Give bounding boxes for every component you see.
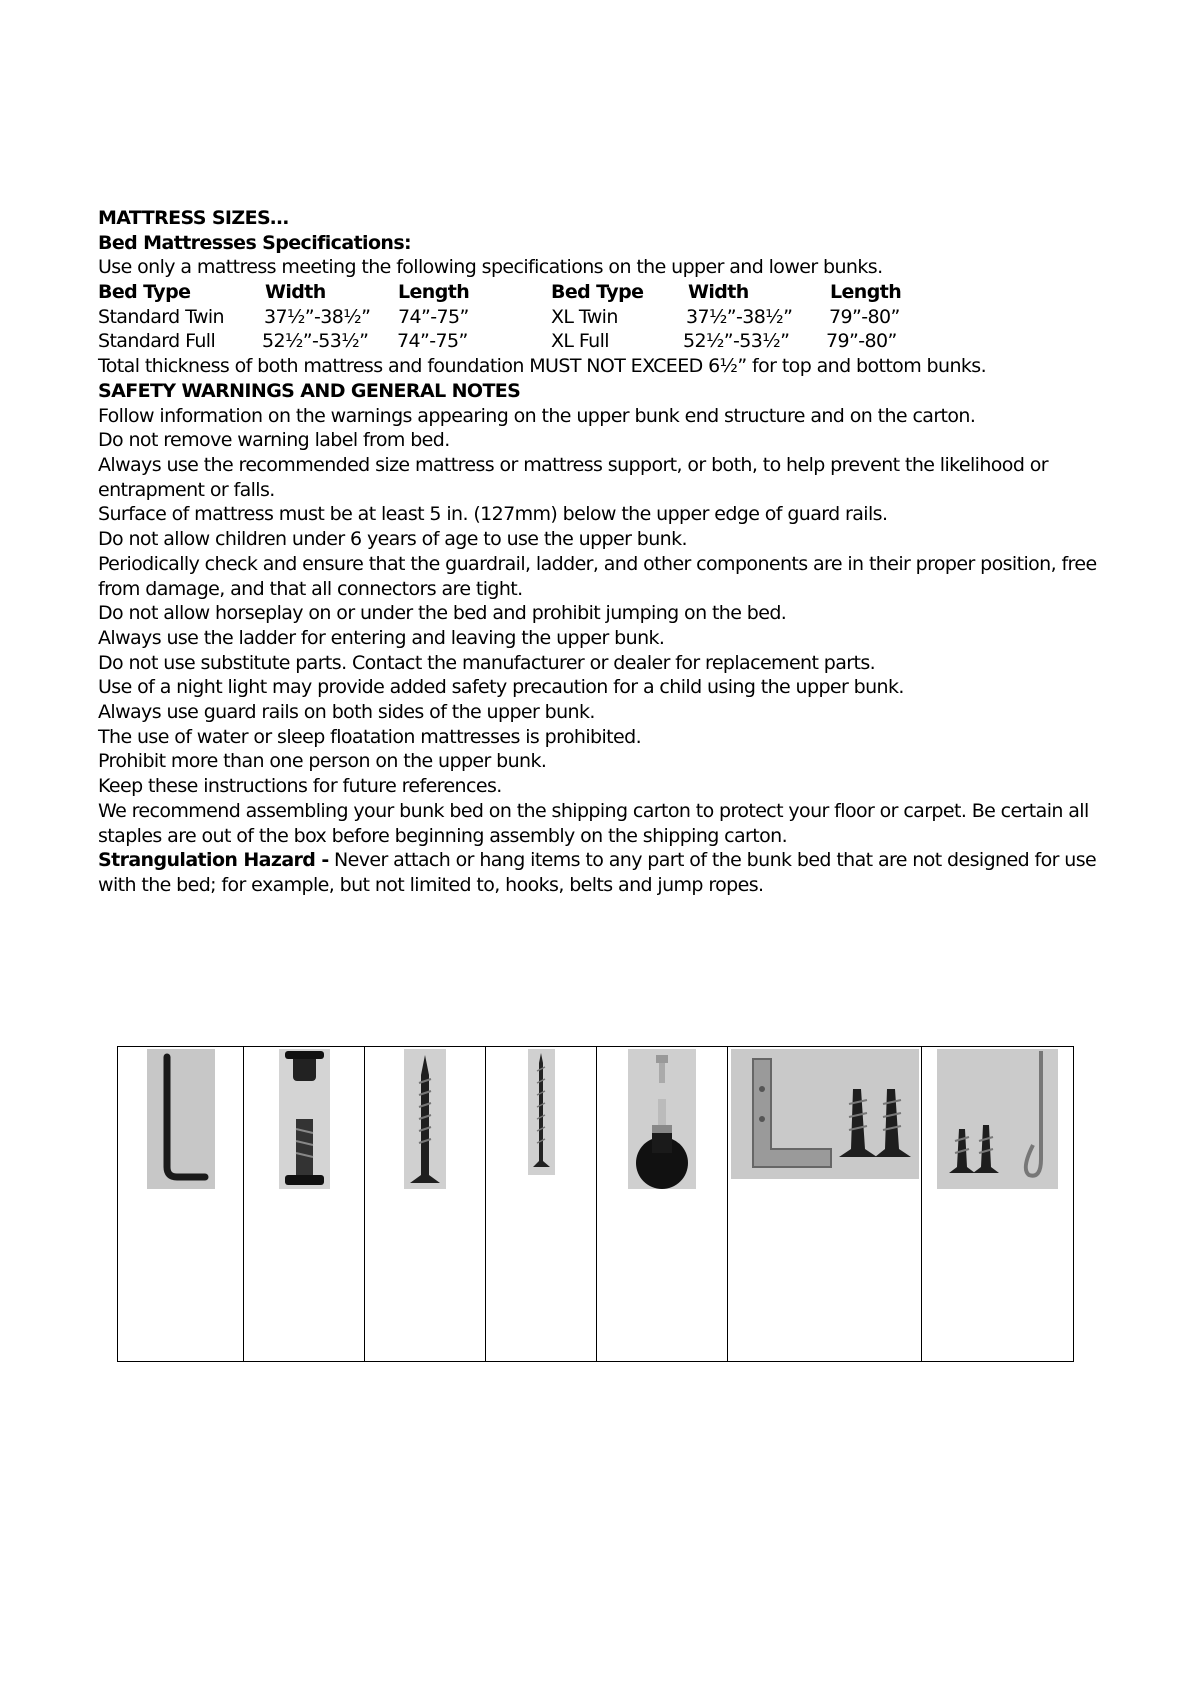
- safety-heading: SAFETY WARNINGS AND GENERAL NOTES: [98, 379, 521, 402]
- instructions-text: [98, 206, 1098, 898]
- strangulation-hazard: [98, 848, 1098, 897]
- mattress-sizes-heading: MATTRESS SIZES…: [98, 207, 289, 229]
- part-cell: [365, 1047, 486, 1361]
- hazard-label: Strangulation Hazard -: [98, 849, 329, 872]
- header-cell: Bed Type: [98, 281, 191, 304]
- table-cell: 79”-80”: [829, 305, 900, 328]
- table-cell: 74”-75”: [398, 305, 469, 328]
- table-cell: 52½”-53½”: [683, 330, 790, 353]
- table-cell: XL Twin: [551, 305, 618, 328]
- caster-wheel-icon: [628, 1049, 696, 1189]
- long-screw-icon: [528, 1049, 555, 1175]
- table-cell: Standard Twin: [98, 305, 224, 328]
- safety-note: Prohibit more than one person on the upper bunk.: [98, 750, 547, 773]
- table-cell: Standard Full: [98, 330, 216, 353]
- allen-key-icon: [147, 1049, 215, 1189]
- header-cell: Width: [265, 281, 326, 304]
- table-cell: 37½”-38½”: [264, 305, 371, 328]
- barrel-nut-bolt-icon: [279, 1049, 330, 1189]
- hazard-text: Never attach or hang items to any part of the bunk bed that are not designed for use with the bed; for example, but not limited to, hooks, belts and jump ropes.: [98, 849, 1097, 896]
- safety-note: Always use the ladder for entering and leaving the upper bunk.: [98, 626, 665, 649]
- part-cell: [922, 1047, 1073, 1361]
- part-cell: [244, 1047, 365, 1361]
- table-cell: 74”-75”: [397, 330, 468, 353]
- size-table-header: [98, 280, 1098, 305]
- safety-note: Do not allow children under 6 years of age to use the upper bunk.: [98, 528, 687, 551]
- safety-note: Use of a night light may provide added safety precaution for a child using the upper bunk.: [98, 676, 904, 699]
- safety-note: Do not remove warning label from bed.: [98, 429, 450, 452]
- specs-heading: Bed Mattresses Specifications:: [98, 231, 412, 254]
- safety-note: Do not use substitute parts. Contact the manufacturer or dealer for replacement parts.: [98, 651, 876, 674]
- table-cell: 37½”-38½”: [686, 305, 793, 328]
- safety-note: Always use guard rails on both sides of the upper bunk.: [98, 701, 595, 724]
- part-cell: [486, 1047, 597, 1361]
- size-table-row: [98, 305, 1098, 330]
- table-cell: 52½”-53½”: [262, 330, 369, 353]
- size-table-row: [98, 329, 1098, 354]
- safety-note: Surface of mattress must be at least 5 in. (127mm) below the upper edge of guard rails.: [98, 503, 888, 526]
- header-cell: Bed Type: [551, 281, 644, 304]
- safety-note: We recommend assembling your bunk bed on the shipping carton to protect your floor or carpet. Be certain all staples are out of the box before beginning assembly on the shipping carton.: [98, 799, 1089, 847]
- table-cell: XL Full: [551, 330, 609, 353]
- part-cell: [118, 1047, 244, 1361]
- thickness-note: Total thickness of both mattress and foundation MUST NOT EXCEED 6½” for top and bottom bunks.: [98, 355, 987, 378]
- corner-bracket-screws-icon: [731, 1049, 919, 1179]
- header-cell: Length: [398, 281, 470, 304]
- safety-note: Keep these instructions for future references.: [98, 775, 502, 798]
- hardware-parts-table: [117, 1046, 1074, 1362]
- hook-screws-icon: [937, 1049, 1058, 1189]
- part-cell: [597, 1047, 728, 1361]
- safety-note: Do not allow horseplay on or under the bed and prohibit jumping on the bed.: [98, 602, 787, 625]
- header-cell: Width: [688, 281, 749, 304]
- safety-note: Periodically check and ensure that the guardrail, ladder, and other components are in their proper position, free from damage, and that all connectors are tight.: [98, 552, 1097, 600]
- safety-note: The use of water or sleep floatation mattresses is prohibited.: [98, 725, 642, 748]
- table-cell: 79”-80”: [826, 330, 897, 353]
- safety-note: Always use the recommended size mattress or mattress support, or both, to help prevent the likelihood or entrapment or falls.: [98, 453, 1048, 501]
- wood-screw-icon: [404, 1049, 446, 1189]
- safety-note: Follow information on the warnings appearing on the upper bunk end structure and on the carton.: [98, 404, 976, 427]
- intro-text: Use only a mattress meeting the following specifications on the upper and lower bunks.: [98, 256, 883, 279]
- part-cell: [728, 1047, 922, 1361]
- header-cell: Length: [830, 281, 902, 304]
